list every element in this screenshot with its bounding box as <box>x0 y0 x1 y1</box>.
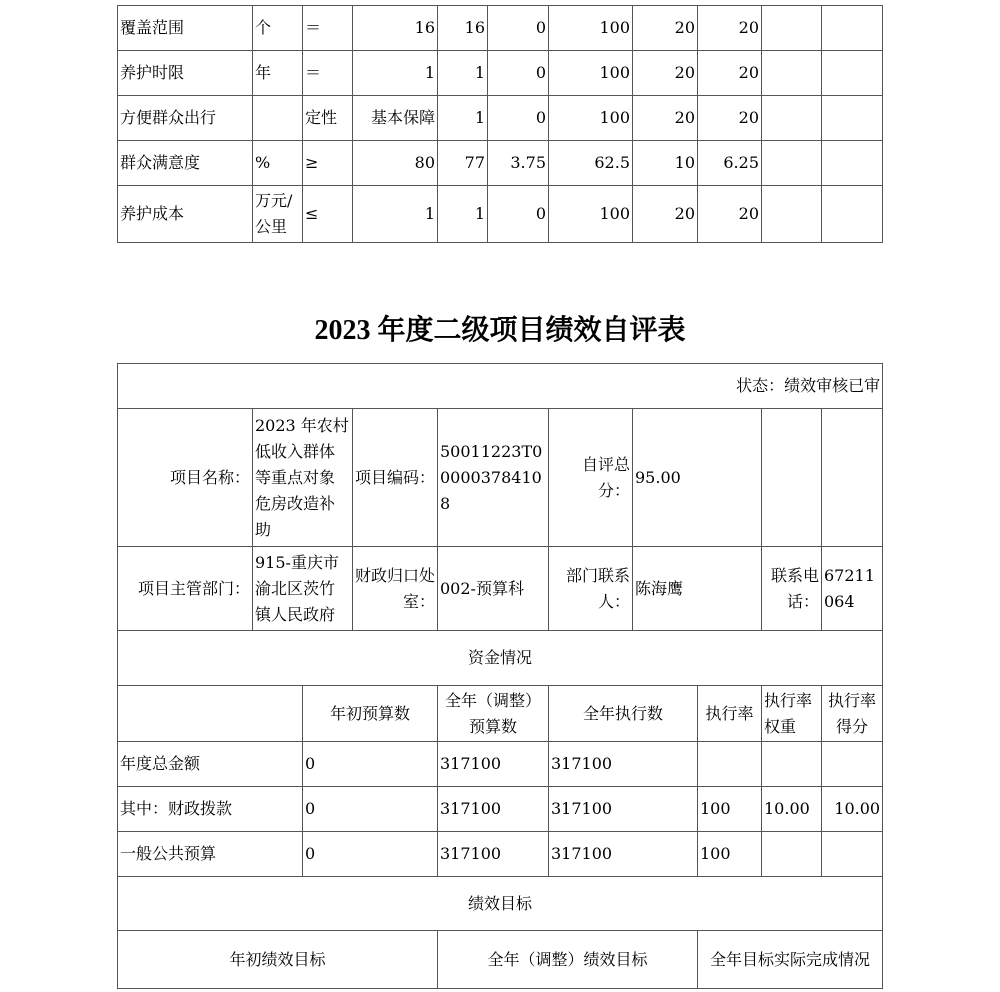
office-label: 财政归口处室： <box>353 547 438 631</box>
empty-cell <box>762 409 822 547</box>
table-row <box>118 6 883 51</box>
indicator-unit: 年 <box>253 51 303 96</box>
funds-initial: 0 <box>303 742 438 787</box>
indicator-score: 20 <box>698 6 762 51</box>
funds-score <box>822 832 883 877</box>
funds-rate <box>698 742 762 787</box>
empty-cell <box>822 51 883 96</box>
contact-label: 部门联系人： <box>549 547 633 631</box>
funds-adjusted: 317100 <box>438 832 549 877</box>
empty-cell <box>822 186 883 243</box>
score-label: 自评总分： <box>549 409 633 547</box>
indicator-name: 方便群众出行 <box>118 96 253 141</box>
indicator-score: 20 <box>698 96 762 141</box>
indicator-op: ＝ <box>303 51 353 96</box>
empty-cell <box>822 141 883 186</box>
dept: 915-重庆市渝北区茨竹镇人民政府 <box>253 547 353 631</box>
indicator-actual: 1 <box>438 51 488 96</box>
indicator-actual: 1 <box>438 96 488 141</box>
project-name-label: 项目名称： <box>118 409 253 547</box>
indicator-weight: 10 <box>633 141 698 186</box>
indicator-name: 养护成本 <box>118 186 253 243</box>
indicator-name: 养护时限 <box>118 51 253 96</box>
funds-header: 执行率权重 <box>762 686 822 742</box>
empty-cell <box>762 6 822 51</box>
office: 002-预算科 <box>438 547 549 631</box>
status-text: 状态：绩效审核已审 <box>118 364 883 409</box>
funds-executed: 317100 <box>549 832 698 877</box>
indicator-unit <box>253 96 303 141</box>
self-evaluation-table <box>117 363 883 989</box>
project-code-label: 项目编码： <box>353 409 438 547</box>
table-row <box>118 96 883 141</box>
indicator-weight: 20 <box>633 96 698 141</box>
indicator-score: 6.25 <box>698 141 762 186</box>
indicator-actual: 77 <box>438 141 488 186</box>
indicator-rate: 100 <box>549 96 633 141</box>
funds-label: 其中：财政拨款 <box>118 787 303 832</box>
table-row <box>118 51 883 96</box>
empty-cell <box>822 6 883 51</box>
funds-header: 全年（调整）预算数 <box>438 686 549 742</box>
empty-cell <box>118 686 303 742</box>
indicator-target: 1 <box>353 51 438 96</box>
table-row <box>118 141 883 186</box>
project-name: 2023 年农村低收入群体等重点对象危房改造补助 <box>253 409 353 547</box>
funds-label: 一般公共预算 <box>118 832 303 877</box>
funds-adjusted: 317100 <box>438 787 549 832</box>
indicator-weight: 20 <box>633 6 698 51</box>
funds-label: 年度总金额 <box>118 742 303 787</box>
indicator-deviation: 0 <box>488 186 549 243</box>
table-row <box>118 186 883 243</box>
funds-score <box>822 742 883 787</box>
goals-header: 全年（调整）绩效目标 <box>438 931 698 989</box>
contact: 陈海鹰 <box>633 547 762 631</box>
funds-adjusted: 317100 <box>438 742 549 787</box>
indicator-op: ＝ <box>303 6 353 51</box>
indicator-target: 基本保障 <box>353 96 438 141</box>
goals-header: 全年目标实际完成情况 <box>698 931 883 989</box>
funds-initial: 0 <box>303 832 438 877</box>
empty-cell <box>762 186 822 243</box>
indicator-weight: 20 <box>633 51 698 96</box>
funds-weight <box>762 832 822 877</box>
empty-cell <box>762 96 822 141</box>
indicator-rate: 100 <box>549 186 633 243</box>
table-row <box>118 832 883 877</box>
phone-label: 联系电话： <box>762 547 822 631</box>
funds-section-title: 资金情况 <box>118 631 883 686</box>
funds-executed: 317100 <box>549 742 698 787</box>
funds-header: 年初预算数 <box>303 686 438 742</box>
funds-executed: 317100 <box>549 787 698 832</box>
dept-label: 项目主管部门： <box>118 547 253 631</box>
indicator-deviation: 3.75 <box>488 141 549 186</box>
indicator-deviation: 0 <box>488 6 549 51</box>
table-row <box>118 742 883 787</box>
indicator-deviation: 0 <box>488 96 549 141</box>
indicator-op: 定性 <box>303 96 353 141</box>
indicator-target: 80 <box>353 141 438 186</box>
indicator-rate: 62.5 <box>549 141 633 186</box>
indicator-unit: 个 <box>253 6 303 51</box>
indicator-table <box>117 5 883 243</box>
funds-header: 全年执行数 <box>549 686 698 742</box>
indicator-actual: 1 <box>438 186 488 243</box>
indicator-target: 1 <box>353 186 438 243</box>
funds-header: 执行率得分 <box>822 686 883 742</box>
funds-initial: 0 <box>303 787 438 832</box>
indicator-deviation: 0 <box>488 51 549 96</box>
page-title: 2023 年度二级项目绩效自评表 <box>314 315 686 346</box>
indicator-name: 群众满意度 <box>118 141 253 186</box>
indicator-target: 16 <box>353 6 438 51</box>
empty-cell <box>762 51 822 96</box>
goals-section-title: 绩效目标 <box>118 877 883 931</box>
funds-weight <box>762 742 822 787</box>
funds-weight: 10.00 <box>762 787 822 832</box>
indicator-rate: 100 <box>549 6 633 51</box>
indicator-score: 20 <box>698 186 762 243</box>
indicator-op: ≥ <box>303 141 353 186</box>
indicator-unit: % <box>253 141 303 186</box>
total-score: 95.00 <box>633 409 762 547</box>
funds-score: 10.00 <box>822 787 883 832</box>
funds-rate: 100 <box>698 787 762 832</box>
indicator-weight: 20 <box>633 186 698 243</box>
phone: 67211064 <box>822 547 883 631</box>
indicator-unit: 万元/公里 <box>253 186 303 243</box>
indicator-name: 覆盖范围 <box>118 6 253 51</box>
indicator-actual: 16 <box>438 6 488 51</box>
funds-header: 执行率 <box>698 686 762 742</box>
empty-cell <box>822 96 883 141</box>
indicator-op: ≤ <box>303 186 353 243</box>
funds-rate: 100 <box>698 832 762 877</box>
table-row <box>118 787 883 832</box>
indicator-score: 20 <box>698 51 762 96</box>
empty-cell <box>822 409 883 547</box>
project-code: 50011223T000003784108 <box>438 409 549 547</box>
indicator-rate: 100 <box>549 51 633 96</box>
empty-cell <box>762 141 822 186</box>
goals-header: 年初绩效目标 <box>118 931 438 989</box>
